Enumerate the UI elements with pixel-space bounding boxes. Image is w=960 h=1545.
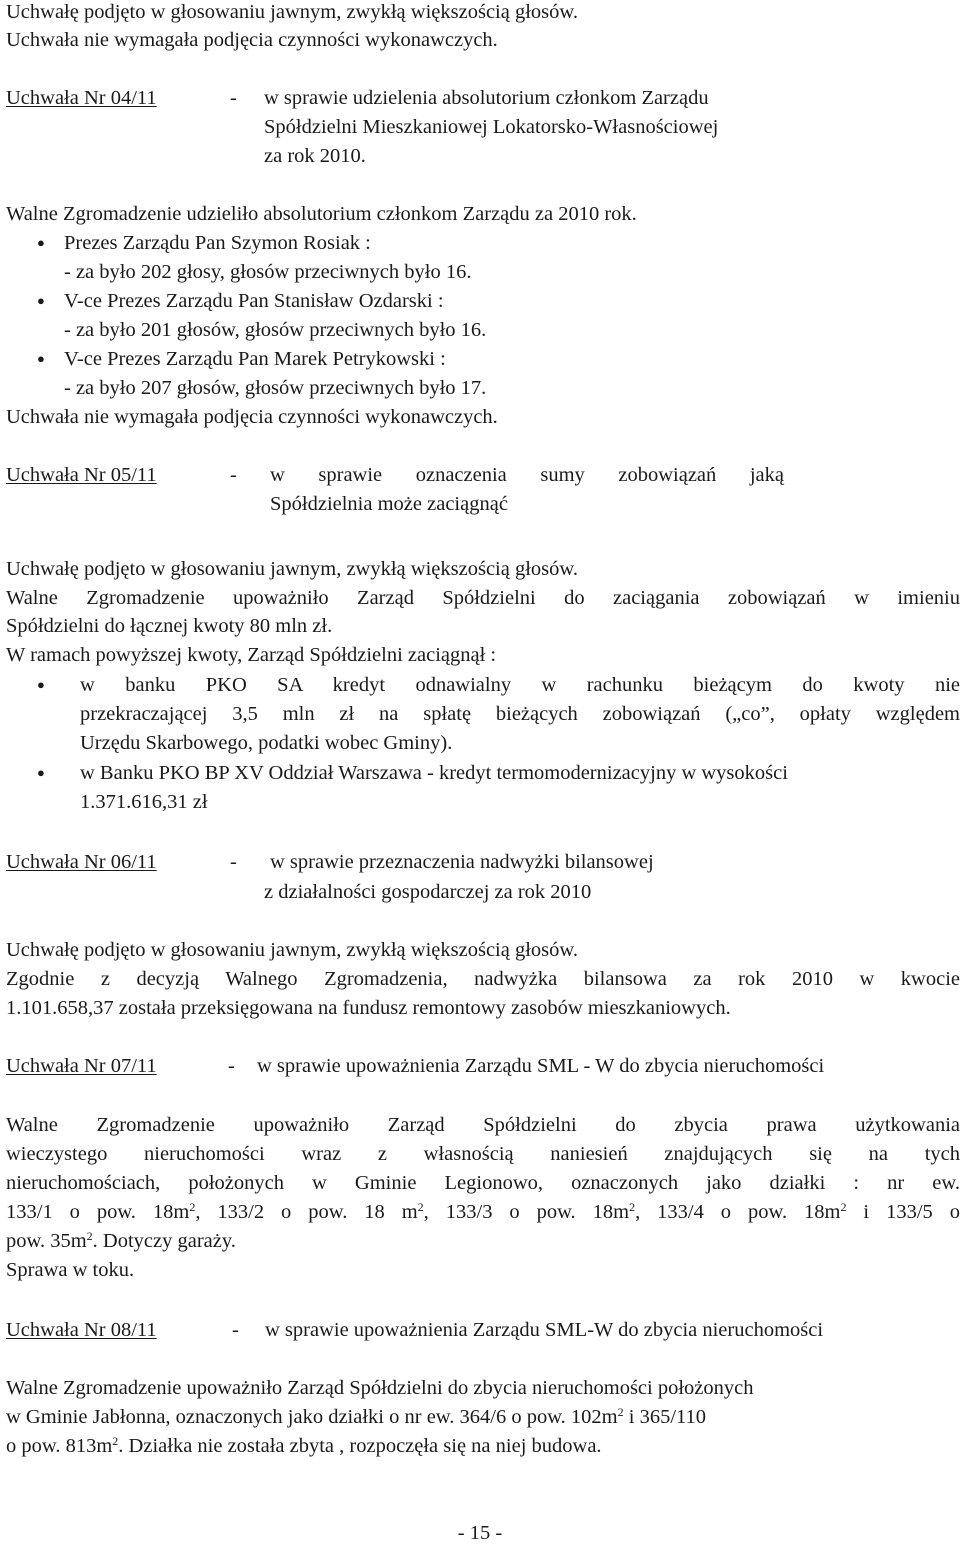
bullet-item: 1.371.616,31 zł bbox=[80, 791, 208, 813]
bullet-item: w banku PKO SA kredyt odnawialny w rachunku bieżącym do kwoty nie bbox=[80, 674, 960, 696]
text-span: , 133/3 o pow. 18m bbox=[423, 1201, 630, 1223]
text-span: pow. 35m bbox=[6, 1230, 87, 1252]
text-line: Uchwała nie wymagała podjęcia czynności wykonawczych. bbox=[6, 406, 498, 428]
text-span: o pow. 813m bbox=[6, 1435, 113, 1457]
text-span: 133/1 o pow. 18m bbox=[6, 1201, 190, 1223]
superscript: 2 bbox=[617, 1405, 624, 1419]
superscript: 2 bbox=[86, 1229, 93, 1243]
bullet-icon: ● bbox=[37, 293, 45, 308]
text-span: , 133/4 o pow. 18m bbox=[635, 1201, 841, 1223]
superscript: 2 bbox=[840, 1200, 847, 1214]
text-line bbox=[6, 1434, 602, 1458]
text-line bbox=[6, 1229, 236, 1253]
text-span: w Gminie Jabłonna, oznaczonych jako działki o nr ew. 364/6 o pow. 102m bbox=[6, 1406, 618, 1428]
resolution-06-subject: w sprawie przeznaczenia nadwyżki bilansowej bbox=[270, 851, 654, 873]
resolution-04-subject: za rok 2010. bbox=[264, 145, 366, 167]
resolution-05-subject: Spółdzielnia może zaciągnąć bbox=[270, 493, 508, 515]
text-line: Sprawa w toku. bbox=[6, 1259, 135, 1281]
resolution-07-subject: w sprawie upoważnienia Zarządu SML - W do zbycia nieruchomości bbox=[257, 1055, 825, 1077]
superscript: 2 bbox=[189, 1200, 196, 1214]
text-span: i 133/5 o bbox=[846, 1201, 960, 1223]
text-line: Zgodnie z decyzją Walnego Zgromadzenia, nadwyżka bilansowa za rok 2010 w kwocie bbox=[6, 968, 960, 990]
resolution-05-dash: - bbox=[230, 464, 237, 486]
text-line: Walne Zgromadzenie upoważniło Zarząd Spółdzielni do zaciągania zobowiązań w imieniu bbox=[6, 587, 960, 609]
bullet-item: przekraczającej 3,5 mln zł na spłatę bieżących zobowiązań („co”, opłaty względem bbox=[80, 703, 960, 725]
bullet-item-detail: - za było 202 głosy, głosów przeciwnych było 16. bbox=[64, 261, 472, 283]
resolution-05-subject: w sprawie oznaczenia sumy zobowiązań jaką bbox=[270, 464, 784, 486]
resolution-06-dash: - bbox=[230, 851, 237, 873]
text-span: . Działka nie została zbyta , rozpoczęła się na niej budowa. bbox=[118, 1435, 602, 1457]
resolution-08-dash: - bbox=[232, 1319, 239, 1341]
bullet-item-detail: - za było 201 głosów, głosów przeciwnych było 16. bbox=[64, 319, 487, 341]
resolution-04-title: Uchwała Nr 04/11 bbox=[6, 87, 157, 109]
resolution-07-dash: - bbox=[228, 1055, 235, 1077]
text-line: wieczystego nieruchomości wraz z własnością naniesień znajdujących się na tych bbox=[6, 1143, 960, 1165]
superscript: 2 bbox=[112, 1434, 119, 1448]
resolution-06-subject: z działalności gospodarczej za rok 2010 bbox=[264, 881, 592, 903]
text-line: Spółdzielni do łącznej kwoty 80 mln zł. bbox=[6, 615, 333, 637]
text-line: Walne Zgromadzenie upoważniło Zarząd Spółdzielni do zbycia nieruchomości położonych bbox=[6, 1377, 754, 1399]
bullet-icon: ● bbox=[37, 235, 45, 250]
bullet-item: Prezes Zarządu Pan Szymon Rosiak : bbox=[64, 232, 371, 254]
text-line: Walne Zgromadzenie udzieliło absolutorium członkom Zarządu za 2010 rok. bbox=[6, 203, 637, 225]
text-span: . Dotyczy garaży. bbox=[92, 1230, 236, 1252]
text-line bbox=[6, 1200, 960, 1224]
text-line: nieruchomościach, położonych w Gminie Legionowo, oznaczonych jako działki : nr ew. bbox=[6, 1172, 960, 1194]
bullet-icon: ● bbox=[37, 765, 45, 780]
text-line: Walne Zgromadzenie upoważniło Zarząd Spółdzielni do zbycia prawa użytkowania bbox=[6, 1114, 960, 1136]
bullet-item: Urzędu Skarbowego, podatki wobec Gminy). bbox=[80, 732, 453, 754]
resolution-04-dash: - bbox=[230, 87, 237, 109]
bullet-item: V-ce Prezes Zarządu Pan Stanisław Ozdarski : bbox=[64, 290, 444, 312]
text-line: Uchwałę podjęto w głosowaniu jawnym, zwykłą większością głosów. bbox=[6, 939, 578, 961]
page-number: - 15 - bbox=[457, 1522, 503, 1544]
text-span: i 365/110 bbox=[623, 1406, 707, 1428]
text-line: Uchwałę podjęto w głosowaniu jawnym, zwykłą większością głosów. bbox=[6, 1, 578, 23]
text-line: Uchwałę podjęto w głosowaniu jawnym, zwykłą większością głosów. bbox=[6, 558, 578, 580]
resolution-08-title: Uchwała Nr 08/11 bbox=[6, 1319, 157, 1341]
text-line bbox=[6, 1405, 706, 1429]
resolution-07-title: Uchwała Nr 07/11 bbox=[6, 1055, 157, 1077]
text-span: , 133/2 o pow. 18 m bbox=[195, 1201, 418, 1223]
bullet-item: V-ce Prezes Zarządu Pan Marek Petrykowski : bbox=[64, 348, 446, 370]
resolution-06-title: Uchwała Nr 06/11 bbox=[6, 851, 157, 873]
superscript: 2 bbox=[629, 1200, 636, 1214]
bullet-icon: ● bbox=[37, 351, 45, 366]
resolution-04-subject: w sprawie udzielenia absolutorium członkom Zarządu bbox=[264, 87, 709, 109]
bullet-item: w Banku PKO BP XV Oddział Warszawa - kredyt termomodernizacyjny w wysokości bbox=[80, 762, 788, 784]
superscript: 2 bbox=[417, 1200, 424, 1214]
resolution-08-subject: w sprawie upoważnienia Zarządu SML-W do zbycia nieruchomości bbox=[265, 1319, 824, 1341]
bullet-icon: ● bbox=[37, 677, 45, 692]
resolution-05-title: Uchwała Nr 05/11 bbox=[6, 464, 157, 486]
text-line: Uchwała nie wymagała podjęcia czynności wykonawczych. bbox=[6, 29, 498, 51]
bullet-item-detail: - za było 207 głosów, głosów przeciwnych było 17. bbox=[64, 377, 487, 399]
resolution-04-subject: Spółdzielni Mieszkaniowej Lokatorsko-Własnościowej bbox=[264, 116, 719, 138]
text-line: 1.101.658,37 została przeksięgowana na fundusz remontowy zasobów mieszkaniowych. bbox=[6, 997, 731, 1019]
text-line: W ramach powyższej kwoty, Zarząd Spółdzielni zaciągnął : bbox=[6, 644, 497, 666]
